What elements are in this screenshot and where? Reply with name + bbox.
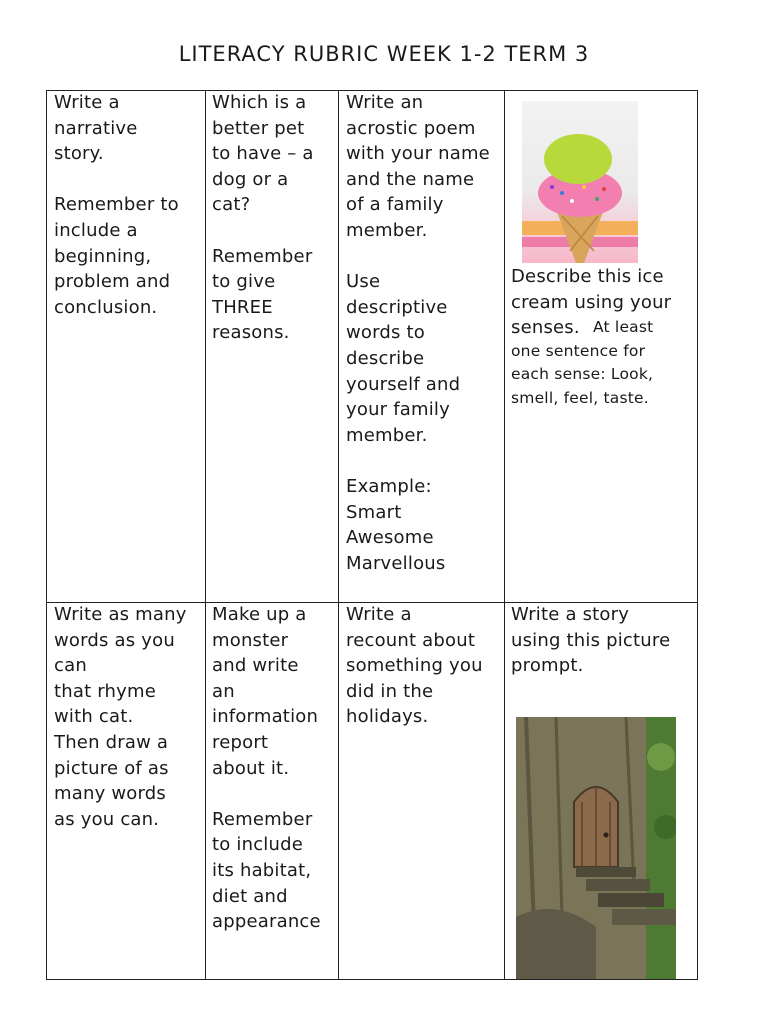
cell-text: Write a recount about something you did in the holidays. xyxy=(346,604,483,728)
cell-text: Make up a monster and write an information report about it. xyxy=(212,604,319,779)
fairy-door-tree-image xyxy=(516,717,676,979)
cell-text: Write an acrostic poem with your name and the name of a family member. xyxy=(346,92,490,241)
column-divider xyxy=(504,91,505,979)
column-divider xyxy=(205,91,206,979)
cell-pet xyxy=(212,90,340,346)
cell-text: Write a narrative story. xyxy=(54,92,138,165)
cell-text: Remember to include its habitat, diet and appearance xyxy=(212,808,321,933)
cell-text: Write as many words as you can that rhyme with cat. Then draw a picture of as many words as you can. xyxy=(54,604,187,830)
cell-text: Remember to give THREE reasons. xyxy=(212,245,313,344)
cell-recount xyxy=(346,602,504,730)
page-title: LITERACY RUBRIC WEEK 1-2 TERM 3 xyxy=(178,42,590,66)
ice-cream-image xyxy=(522,101,638,263)
cell-monster xyxy=(212,602,340,935)
cell-text: Which is a better pet to have – a dog or a cat? xyxy=(212,92,314,216)
cell-text: At least one sentence for each sense: Look, smell, feel, taste. xyxy=(511,318,654,407)
cell-ice-cream-detail xyxy=(511,316,697,410)
cell-rhyme xyxy=(54,602,204,832)
cell-story-prompt xyxy=(511,602,697,679)
cell-text: Write a story using this picture prompt. xyxy=(511,604,671,677)
cell-text: Use descriptive words to describe yourself and your family member. xyxy=(346,271,461,446)
cell-text: Example: Smart Awesome Marvellous xyxy=(346,475,446,574)
cell-narrative xyxy=(54,90,204,320)
cell-text: Describe this ice cream using your senses. xyxy=(511,266,672,339)
cell-text: Remember to include a beginning, problem and conclusion. xyxy=(54,194,179,318)
cell-acrostic xyxy=(346,90,504,576)
